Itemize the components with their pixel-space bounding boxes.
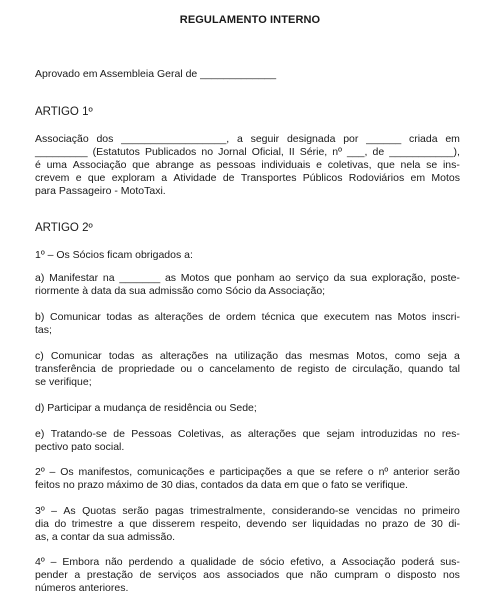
word: todas <box>106 311 133 323</box>
word: que <box>297 466 315 478</box>
word: devendo <box>246 518 287 530</box>
word: que <box>300 311 319 323</box>
word: criada <box>408 133 438 145</box>
word: (Estatutos <box>92 146 140 158</box>
word: a <box>330 556 336 568</box>
word: Associação <box>72 159 127 171</box>
article-1-line <box>35 159 460 172</box>
word: que <box>285 569 304 581</box>
word: a <box>454 350 460 362</box>
word: manifestos, <box>78 466 133 478</box>
word: Atividade <box>173 172 217 184</box>
paragraph-3-line <box>35 505 460 518</box>
word: Série, <box>299 146 328 158</box>
word: mesmas <box>309 350 349 362</box>
word: a <box>178 556 185 568</box>
word: introduzidas <box>360 428 418 440</box>
article-2-heading: ARTIGO 2º <box>35 222 93 234</box>
word: poderá <box>401 556 435 568</box>
word: Publicados <box>144 146 197 158</box>
word: no <box>365 518 377 530</box>
word: ou <box>180 363 193 375</box>
word: sua <box>350 272 367 284</box>
word: as <box>230 428 242 440</box>
paragraph-3-line <box>35 518 460 531</box>
word: qualidade <box>190 556 237 568</box>
item-a-line: riormente à data da sua admissão como Sócio da Associação; <box>35 285 326 297</box>
word: serviço <box>295 272 329 284</box>
word: se <box>426 159 438 171</box>
word: Tratando-se <box>50 428 107 440</box>
word: Associação <box>35 133 89 145</box>
word: exploração, <box>371 272 426 284</box>
word: pessoas <box>216 159 256 171</box>
word: técnica <box>261 311 295 323</box>
word: no <box>423 428 436 440</box>
word: Motos <box>431 172 460 184</box>
word: de <box>413 518 426 530</box>
word: prestação <box>86 569 133 581</box>
word: Comunicar <box>50 350 102 362</box>
word: da <box>333 272 346 284</box>
word: vencidas <box>355 505 398 517</box>
word: o <box>367 466 374 478</box>
word: Motos <box>397 311 427 323</box>
word: abrange <box>155 159 194 171</box>
word: do <box>54 518 67 530</box>
word: Manifestar <box>49 272 99 284</box>
word: coletivas, <box>327 159 372 171</box>
word: não <box>105 556 123 568</box>
word: que <box>87 172 106 184</box>
word: Transportes <box>240 172 297 184</box>
word: que <box>132 159 150 171</box>
word: a <box>161 172 168 184</box>
word: as <box>137 311 149 323</box>
word: liquidadas <box>312 518 360 530</box>
word: se <box>319 466 331 478</box>
word: e <box>316 159 323 171</box>
word: 3º <box>35 505 45 517</box>
paragraph-4-line <box>35 556 460 569</box>
word: quando <box>408 363 444 375</box>
word: serviços <box>157 569 197 581</box>
word: Rodoviários <box>348 172 405 184</box>
word: _________ <box>35 146 88 158</box>
word: ponham <box>236 272 275 284</box>
word: e <box>209 466 215 478</box>
word: nos <box>443 569 460 581</box>
word: a <box>74 569 81 581</box>
word: Embora <box>62 556 100 568</box>
word: cumpram <box>334 569 379 581</box>
word: aos <box>203 569 221 581</box>
word: Motos <box>180 272 210 284</box>
word: crevem <box>35 172 70 184</box>
word: II <box>288 146 295 158</box>
word: serão <box>122 505 149 517</box>
word: de <box>113 428 125 440</box>
word: executem <box>323 311 370 323</box>
word: alterações <box>159 350 209 362</box>
word: poste- <box>430 272 460 284</box>
article-2-intro: 1º – Os Sócios ficam obrigados a: <box>35 249 193 261</box>
word: Pessoas <box>131 428 172 440</box>
approval-line: Aprovado em Assembleia Geral de _____________ <box>35 68 277 80</box>
word: disposto <box>397 569 437 581</box>
item-b-line <box>35 311 460 324</box>
word: __________________, <box>121 133 230 145</box>
word: a <box>118 518 124 530</box>
word: 30 <box>431 518 443 530</box>
word: pagas <box>155 505 184 517</box>
article-1-line: para Passageiro - MotoTaxi. <box>35 185 166 197</box>
word: que <box>214 272 232 284</box>
word: na <box>102 272 115 284</box>
word: em <box>445 133 460 145</box>
word: seguir <box>250 133 280 145</box>
word: que <box>377 159 395 171</box>
item-c-line: se verifique; <box>35 376 92 388</box>
article-1-line <box>35 172 460 185</box>
article-1-line <box>35 133 460 146</box>
word: uma <box>46 159 68 171</box>
word: e) <box>35 428 45 440</box>
word: 2º <box>35 466 45 478</box>
word: nas <box>375 311 392 323</box>
word: individuais <box>261 159 311 171</box>
word: de <box>208 311 221 323</box>
word: – <box>51 505 57 517</box>
word: b) <box>35 311 45 323</box>
word: sejam <box>326 428 355 440</box>
word: 4º <box>35 556 45 568</box>
word: Motos, <box>356 350 388 362</box>
article-1-heading: ARTIGO 1º <box>35 106 93 118</box>
word: dos <box>96 133 114 145</box>
paragraph-2-line: feitos no prazo máximo de 30 dias, contados da data em que o fato se verifique. <box>35 479 408 491</box>
item-c-line <box>35 350 460 363</box>
word: de <box>242 556 254 568</box>
item-d-line: d) Participar a mudança de residência ou Sede; <box>35 402 257 414</box>
word: em <box>410 172 426 184</box>
word: por <box>343 133 359 145</box>
word: nela <box>400 159 421 171</box>
word: prazo <box>382 518 409 530</box>
word: de <box>101 363 114 375</box>
word: – <box>49 466 56 478</box>
word: ___, <box>347 146 368 158</box>
word: – <box>50 556 57 568</box>
word: Jornal <box>218 146 247 158</box>
item-a-line <box>35 272 460 285</box>
word: trimestralmente, <box>190 505 266 517</box>
word: perdendo <box>128 556 173 568</box>
word: Os <box>60 466 74 478</box>
word: das <box>285 350 303 362</box>
word: o <box>197 363 204 375</box>
word: Quotas <box>82 505 116 517</box>
word: comunicações <box>137 466 205 478</box>
word: a) <box>35 272 45 284</box>
paragraph-3-line: as, a contar da sua admissão. <box>35 531 176 543</box>
word: participações <box>219 466 282 478</box>
word: e <box>75 172 82 184</box>
word: propriedade <box>118 363 175 375</box>
word: alterações <box>247 428 297 440</box>
word: ao <box>279 272 291 284</box>
word: circulação, <box>352 363 403 375</box>
word: Associação <box>341 556 396 568</box>
item-b-line: tas; <box>35 324 52 336</box>
word: de <box>372 146 385 158</box>
word: é <box>35 159 41 171</box>
word: na <box>215 350 228 362</box>
item-c-line <box>35 363 460 376</box>
word: designada <box>286 133 336 145</box>
word: utilização <box>234 350 279 362</box>
word: As <box>63 505 76 517</box>
word: de <box>139 569 152 581</box>
word: inscri- <box>431 311 460 323</box>
word: respeito, <box>200 518 241 530</box>
word: c) <box>35 350 44 362</box>
word: o <box>384 569 391 581</box>
word: dia <box>35 518 50 530</box>
word: disserem <box>152 518 196 530</box>
word: serão <box>433 466 460 478</box>
word: de <box>222 172 235 184</box>
word: associados <box>226 569 280 581</box>
word: seja <box>427 350 447 362</box>
word: todas <box>108 350 135 362</box>
word: as <box>141 350 153 362</box>
item-e-line: pectivo pato social. <box>35 441 125 453</box>
word: como <box>394 350 421 362</box>
paragraph-4-line: números anteriores. <box>35 582 129 594</box>
word: Oficial, <box>251 146 284 158</box>
word: nº <box>378 466 389 478</box>
word: de <box>280 363 293 375</box>
word: as <box>164 272 177 284</box>
word: que <box>302 428 321 440</box>
article-1-line <box>35 146 460 159</box>
document-title: REGULAMENTO INTERNO <box>179 14 321 26</box>
word: considerando-se <box>271 505 350 517</box>
word: Públicos <box>302 172 343 184</box>
word: no <box>201 146 214 158</box>
paragraph-4-line <box>35 569 460 582</box>
word: ordem <box>226 311 256 323</box>
word: ___________), <box>389 146 460 158</box>
word: tal <box>448 363 460 375</box>
word: as <box>199 159 211 171</box>
word: nº <box>332 146 342 158</box>
word: não <box>310 569 328 581</box>
item-e-line <box>35 428 460 441</box>
word: ser <box>292 518 307 530</box>
word: _______ <box>119 272 161 284</box>
word: Coletivas, <box>177 428 225 440</box>
word: de <box>334 363 347 375</box>
word: Comunicar <box>50 311 101 323</box>
word: a <box>286 466 293 478</box>
paragraph-2-line <box>35 466 460 479</box>
word: ______ <box>366 133 402 145</box>
word: que <box>129 518 147 530</box>
word: no <box>403 505 416 517</box>
word: refere <box>335 466 363 478</box>
word: efetivo, <box>290 556 325 568</box>
word: exploram <box>111 172 155 184</box>
word: primeiro <box>421 505 460 517</box>
word: a <box>236 133 243 145</box>
word: pender <box>35 569 68 581</box>
word: registo <box>297 363 330 375</box>
word: anterior <box>393 466 429 478</box>
word: transferência <box>35 363 96 375</box>
word: alterações <box>154 311 204 323</box>
word: ins- <box>442 159 460 171</box>
word: sócio <box>259 556 285 568</box>
word: di- <box>448 518 460 530</box>
word: cancelamento <box>209 363 275 375</box>
word: res- <box>441 428 460 440</box>
word: sus- <box>440 556 460 568</box>
word: trimestre <box>71 518 113 530</box>
